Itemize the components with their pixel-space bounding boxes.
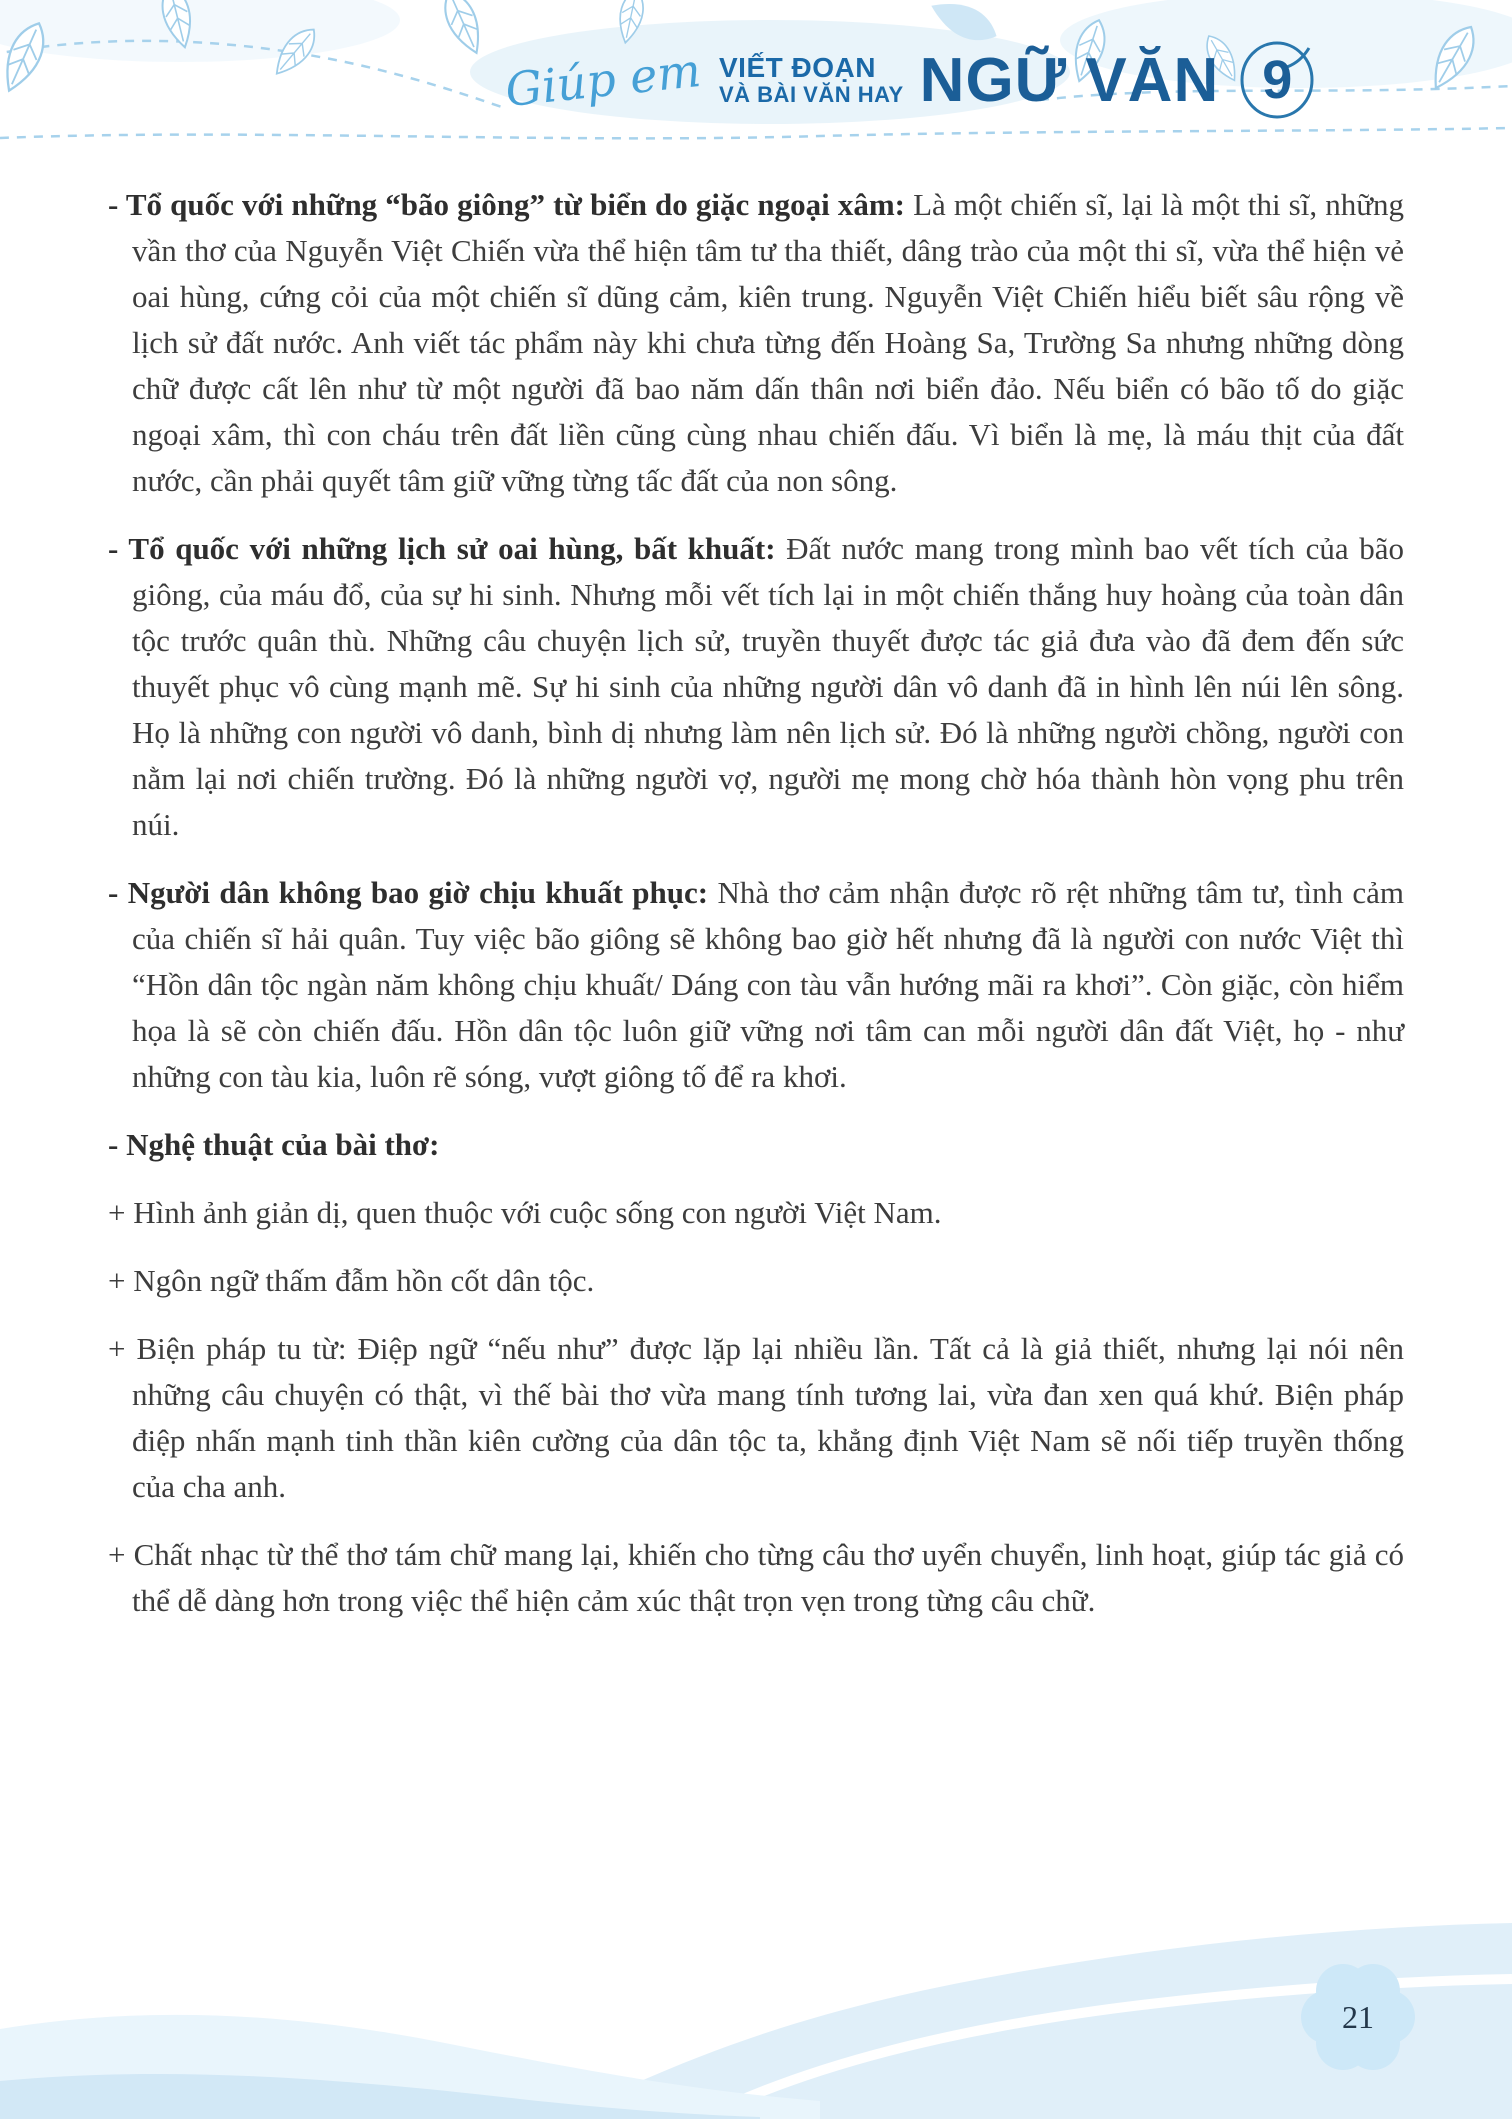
- paragraph: - Người dân không bao giờ chịu khuất phục: Nhà thơ cảm nhận được rõ rệt những tâm tư, tình cảm của chiến sĩ hải quân. Tuy việc bão giông sẽ không bao giờ hết nhưng đã là người con nước Việt thì “Hồn dân tộc ngàn năm không chịu khuất/ Dáng con tàu vẫn hướng mãi ra khơi”. Còn giặc, còn hiểm họa là sẽ còn chiến đấu. Hồn dân tộc luôn giữ vững nơi tâm can mỗi người dân đất Việt, họ - như những con tàu kia, luôn rẽ sóng, vượt giông tố để ra khơi.: [108, 875, 1404, 1094]
- page-header: [0, 0, 1512, 150]
- paragraph: + Ngôn ngữ thấm đẫm hồn cốt dân tộc.: [108, 1263, 595, 1298]
- paragraph: + Chất nhạc từ thể thơ tám chữ mang lại, khiến cho từng câu thơ uyển chuyển, linh hoạt, giúp tác giả có thể dễ dàng hơn trong việc thể hiện cảm xúc thật trọn vẹn trong từng câu chữ.: [108, 1537, 1404, 1618]
- content: [108, 182, 1404, 1646]
- brand-number-badge: [1235, 38, 1319, 122]
- paragraph-lead: - Tổ quốc với những lịch sử oai hùng, bất khuất:: [108, 531, 776, 566]
- paragraph: + Biện pháp tu từ: Điệp ngữ “nếu như” được lặp lại nhiều lần. Tất cả là giả thiết, nhưng lại nói nên những câu chuyện có thật, vì thế bài thơ vừa mang tính tương lai, vừa đan xen quá khứ. Biện pháp điệp nhấn mạnh tinh thần kiên cường của dân tộc ta, khẳng định Việt Nam sẽ nối tiếp truyền thống của cha anh.: [108, 1331, 1404, 1504]
- brand-script: Giúp em: [502, 42, 704, 118]
- brand: [502, 38, 1319, 122]
- paragraph: [108, 1122, 1404, 1168]
- page-number-badge: [1296, 1955, 1420, 2079]
- paragraph: + Hình ảnh giản dị, quen thuộc với cuộc sống con người Việt Nam.: [108, 1195, 942, 1230]
- brand-number: 9: [1262, 50, 1293, 110]
- paragraph-lead: - Người dân không bao giờ chịu khuất phục:: [108, 875, 709, 910]
- paragraph: - Tổ quốc với những lịch sử oai hùng, bất khuất: Đất nước mang trong mình bao vết tích của bão giông, của máu đổ, của sự hi sinh. Nhưng mỗi vết tích lại in một chiến thắng huy hoàng của toàn dân tộc trước quân thù. Những câu chuyện lịch sử, truyền thuyết được tác giả đưa vào đã đem đến sức thuyết phục vô cùng mạnh mẽ. Sự hi sinh của những người dân vô danh đã in hình lên núi lên sông. Họ là những con người vô danh, bình dị nhưng làm nên lịch sử. Đó là những người chồng, người con nằm lại nơi chiến trường. Đó là những người vợ, người mẹ mong chờ hóa thành hòn vọng phu trên núi.: [108, 531, 1404, 842]
- paragraph-lead: - Nghệ thuật của bài thơ:: [108, 1127, 440, 1162]
- brand-subtitle-line2: VÀ BÀI VĂN HAY: [719, 82, 904, 108]
- bottom-waves-decoration: [0, 1819, 1512, 2119]
- paragraph: - Tổ quốc với những “bão giông” từ biển do giặc ngoại xâm: Là một chiến sĩ, lại là một thi sĩ, những vần thơ của Nguyễn Việt Chiến vừa thể hiện tâm tư tha thiết, dâng trào của một thi sĩ, vừa thể hiện vẻ oai hùng, cứng cỏi của một chiến sĩ dũng cảm, kiên trung. Nguyễn Việt Chiến hiểu biết sâu rộng về lịch sử đất nước. Anh viết tác phẩm này khi chưa từng đến Hoàng Sa, Trường Sa nhưng những dòng chữ được cất lên như từ một người đã bao năm dấn thân nơi biển đảo. Nếu biển có bão tố do giặc ngoại xâm, thì con cháu trên đất liền cũng cùng nhau chiến đấu. Vì biển là mẹ, là máu thịt của đất nước, cần phải quyết tâm giữ vững từng tấc đất của non sông.: [108, 187, 1405, 498]
- paragraph-lead: - Tổ quốc với những “bão giông” từ biển do giặc ngoại xâm:: [108, 187, 905, 222]
- brand-title: NGỮ VĂN: [919, 45, 1220, 115]
- brand-subtitle: [719, 53, 904, 107]
- page-number: 21: [1342, 1998, 1374, 2035]
- brand-subtitle-line1: VIẾT ĐOẠN: [719, 52, 876, 83]
